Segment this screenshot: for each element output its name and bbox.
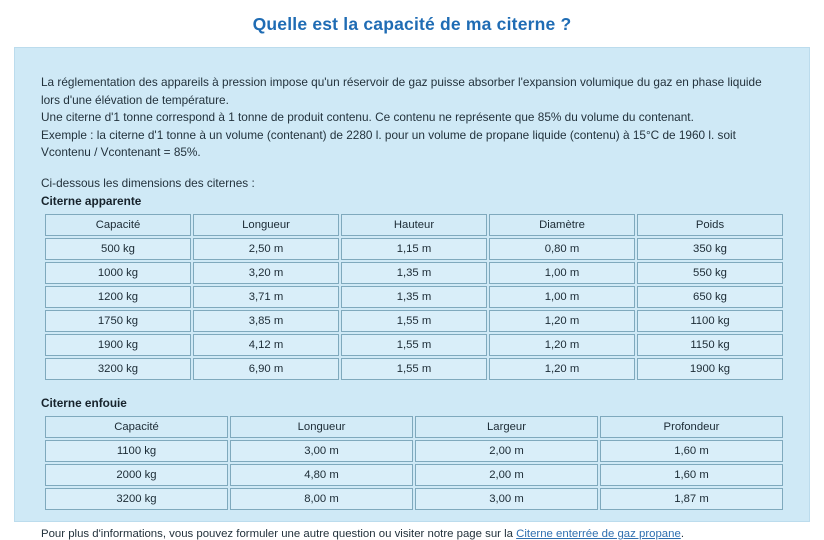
cell: 1,35 m bbox=[341, 262, 487, 284]
cell: 1,55 m bbox=[341, 358, 487, 380]
footer-text-before: Pour plus d'informations, vous pouvez formuler une autre question ou visiter notre page sur la bbox=[41, 528, 517, 540]
intro-line-1: La réglementation des appareils à pression impose qu'un réservoir de gaz puisse absorber l'expansion volumique du gaz en phase liquide bbox=[41, 75, 762, 89]
cell: 3,00 m bbox=[230, 440, 413, 462]
column-header: Capacité bbox=[45, 214, 191, 236]
cell: 8,00 m bbox=[230, 488, 413, 510]
cell: 4,12 m bbox=[193, 334, 339, 356]
cell: 1100 kg bbox=[45, 440, 228, 462]
section-label-apparente: Citerne apparente bbox=[41, 194, 142, 208]
cell: 1900 kg bbox=[637, 358, 783, 380]
dimensions-lead: Ci-dessous les dimensions des citernes : bbox=[41, 175, 255, 190]
footer-text-after: . bbox=[680, 528, 684, 540]
column-header: Profondeur bbox=[600, 416, 783, 438]
table-citerne-enfouie bbox=[43, 414, 785, 512]
cell: 1,55 m bbox=[341, 334, 487, 356]
table-citerne-apparente bbox=[43, 212, 785, 382]
intro-paragraph bbox=[41, 74, 783, 162]
intro-line-3: Une citerne d'1 tonne correspond à 1 tonne de produit contenu. Ce contenu ne représente que 85% du volume du contenant. bbox=[41, 110, 694, 124]
column-header: Capacité bbox=[45, 416, 228, 438]
cell: 1,15 m bbox=[341, 238, 487, 260]
cell: 1100 kg bbox=[637, 310, 783, 332]
cell: 3200 kg bbox=[45, 358, 191, 380]
cell: 0,80 m bbox=[489, 238, 635, 260]
cell: 3,85 m bbox=[193, 310, 339, 332]
cell: 1,20 m bbox=[489, 334, 635, 356]
intro-line-4: Exemple : la citerne d'1 tonne à un volume (contenant) de 2280 l. pour un volume de propane liquide (contenu) à 15°C de 1960 l. soit bbox=[41, 127, 736, 142]
column-header: Diamètre bbox=[489, 214, 635, 236]
cell: 4,80 m bbox=[230, 464, 413, 486]
cell: 1,20 m bbox=[489, 310, 635, 332]
cell: 1,20 m bbox=[489, 358, 635, 380]
cell: 1,55 m bbox=[341, 310, 487, 332]
table-row bbox=[45, 440, 783, 462]
cell: 1,87 m bbox=[600, 488, 783, 510]
column-header: Longueur bbox=[230, 416, 413, 438]
footer-note bbox=[41, 528, 783, 540]
column-header: Longueur bbox=[193, 214, 339, 236]
cell: 1,60 m bbox=[600, 464, 783, 486]
cell: 3,71 m bbox=[193, 286, 339, 308]
table-row bbox=[45, 238, 783, 260]
content-panel bbox=[14, 47, 810, 540]
intro-line-2: lors d'une élévation de température. bbox=[41, 92, 229, 107]
table-header-row bbox=[45, 416, 783, 438]
spacer bbox=[41, 162, 783, 175]
cell: 2,00 m bbox=[415, 464, 598, 486]
cell: 2,50 m bbox=[193, 238, 339, 260]
table-row bbox=[45, 488, 783, 510]
cell: 500 kg bbox=[45, 238, 191, 260]
citerne-enterree-link[interactable]: Citerne enterrée de gaz propane bbox=[516, 528, 681, 540]
table-row bbox=[45, 358, 783, 380]
cell: 1,35 m bbox=[341, 286, 487, 308]
table-row bbox=[45, 310, 783, 332]
page-title: Quelle est la capacité de ma citerne ? bbox=[252, 14, 572, 34]
cell: 1,60 m bbox=[600, 440, 783, 462]
cell: 6,90 m bbox=[193, 358, 339, 380]
cell: 3,00 m bbox=[415, 488, 598, 510]
cell: 1750 kg bbox=[45, 310, 191, 332]
cell: 3200 kg bbox=[45, 488, 228, 510]
cell: 1,00 m bbox=[489, 262, 635, 284]
spacer bbox=[41, 382, 783, 394]
intro-line-5: Vcontenu / Vcontenant = 85%. bbox=[41, 145, 201, 159]
table-row bbox=[45, 334, 783, 356]
cell: 650 kg bbox=[637, 286, 783, 308]
section-label-enfouie: Citerne enfouie bbox=[41, 396, 127, 410]
cell: 1200 kg bbox=[45, 286, 191, 308]
cell: 550 kg bbox=[637, 262, 783, 284]
column-header: Hauteur bbox=[341, 214, 487, 236]
table-row bbox=[45, 464, 783, 486]
cell: 1900 kg bbox=[45, 334, 191, 356]
cell: 2,00 m bbox=[415, 440, 598, 462]
column-header: Poids bbox=[637, 214, 783, 236]
cell: 3,20 m bbox=[193, 262, 339, 284]
cell: 350 kg bbox=[637, 238, 783, 260]
cell: 2000 kg bbox=[45, 464, 228, 486]
cell: 1150 kg bbox=[637, 334, 783, 356]
table-row bbox=[45, 286, 783, 308]
table-header-row bbox=[45, 214, 783, 236]
cell: 1000 kg bbox=[45, 262, 191, 284]
column-header: Largeur bbox=[415, 416, 598, 438]
cell: 1,00 m bbox=[489, 286, 635, 308]
table-row bbox=[45, 262, 783, 284]
